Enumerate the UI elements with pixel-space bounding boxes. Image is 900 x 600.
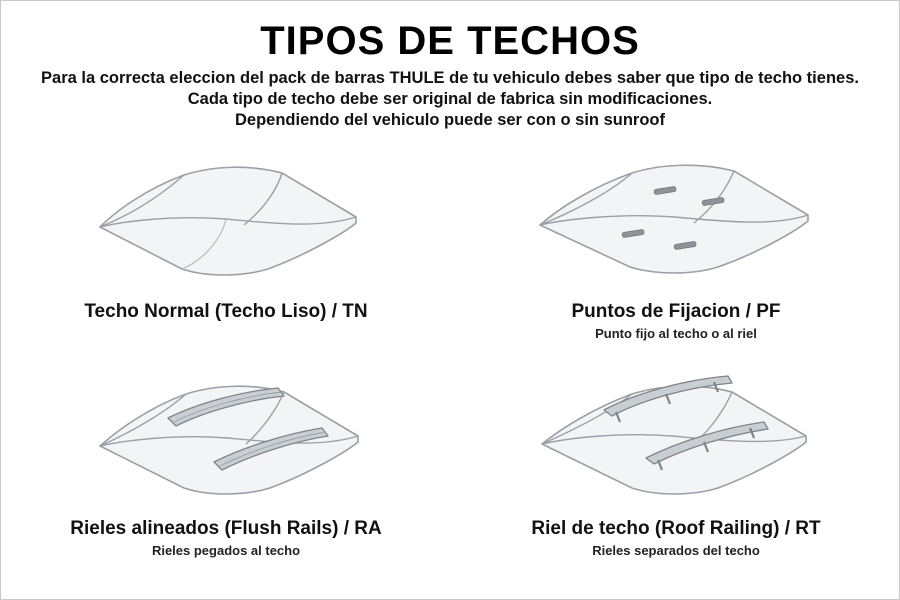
roof-flushrail-icon — [56, 366, 396, 516]
roof-type-note: Punto fijo al techo o al riel — [595, 326, 757, 341]
subtitle-line-2: Cada tipo de techo debe ser original de fabrica sin modificaciones. — [187, 90, 713, 108]
roof-type-caption: Puntos de Fijacion / PF — [571, 301, 781, 322]
roof-type-note: Rieles separados del techo — [592, 543, 760, 558]
subtitle-line-3: Dependiendo del vehiculo puede ser con o sin sunroof — [235, 111, 665, 129]
roof-types-grid — [1, 149, 900, 579]
page-title: TIPOS DE TECHOS — [260, 19, 640, 63]
roof-type-note: Rieles pegados al techo — [151, 543, 301, 558]
roof-fixpoint-icon — [506, 149, 846, 299]
roof-plain-icon — [56, 149, 396, 299]
roof-type-caption: Riel de techo (Roof Railing) / RT — [531, 518, 821, 539]
roof-type-caption: Rieles alineados (Flush Rails) / RA — [70, 518, 382, 539]
roof-type-card-pf — [451, 149, 900, 364]
roof-type-card-ra — [1, 364, 451, 579]
roof-railing-icon — [506, 366, 846, 516]
subtitle-block — [20, 68, 880, 131]
roof-type-card-rt — [451, 364, 900, 579]
roof-type-card-tn — [1, 149, 451, 364]
subtitle-line-1: Para la correcta eleccion del pack de barras THULE de tu vehiculo debes saber que tipo de techo tienes. — [41, 69, 859, 87]
roof-type-caption: Techo Normal (Techo Liso) / TN — [84, 301, 368, 322]
